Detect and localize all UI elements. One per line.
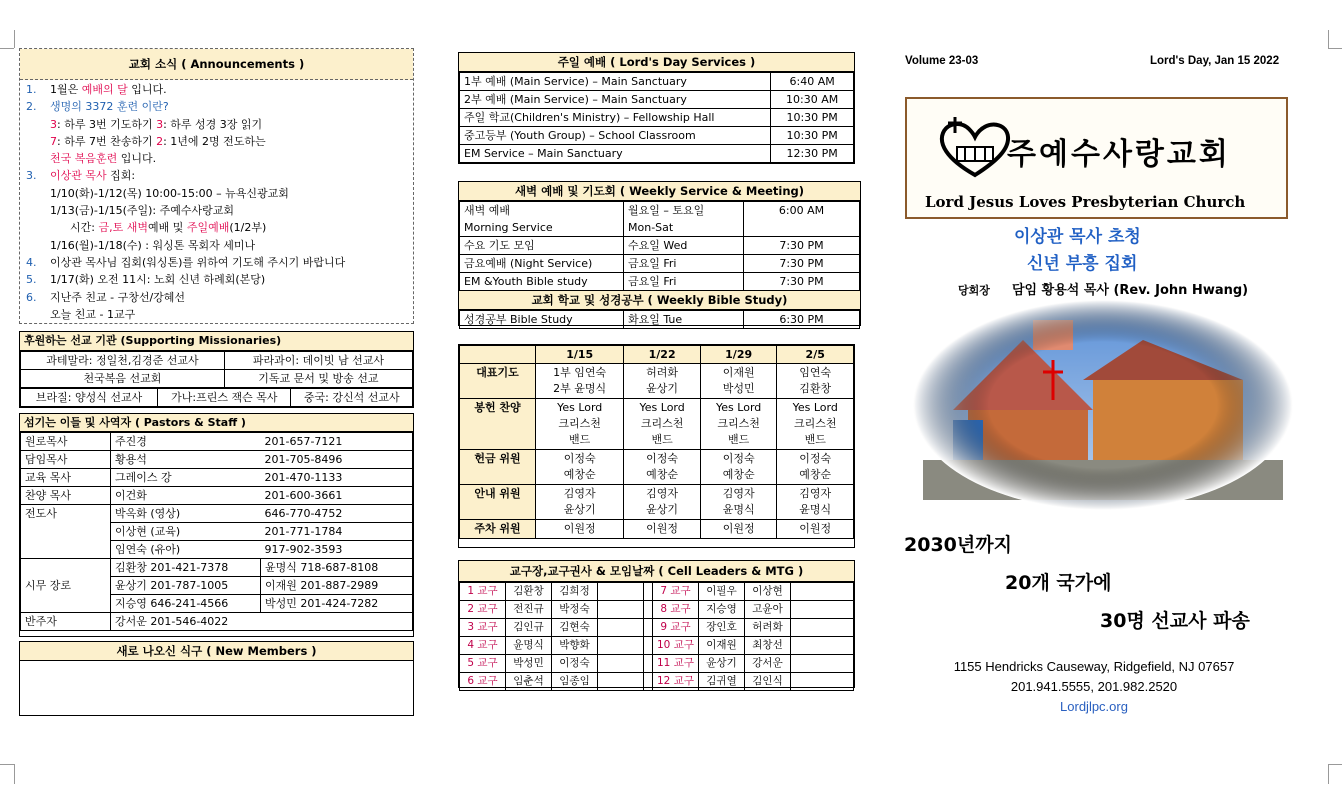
- cell-leader: 박정숙: [552, 601, 598, 619]
- church-photo: [913, 300, 1293, 510]
- table-row: [21, 469, 413, 487]
- cell-leader: 김인규: [506, 619, 552, 637]
- table-row: [460, 520, 854, 539]
- cell-leader: 임춘석: [506, 673, 552, 691]
- announcement-text: 지난주 친교 - 구창선/강혜선: [50, 290, 186, 304]
- announcement-text: : 1년에 2명 전도하는: [163, 134, 266, 148]
- cell-leader: 임종임: [552, 673, 598, 691]
- announcement-item: [26, 237, 413, 254]
- duty-name: 김영자: [646, 487, 679, 500]
- duty-cell: [536, 450, 624, 485]
- cell-leader: 강서운: [745, 655, 791, 673]
- duty-name: 예창순: [646, 468, 679, 481]
- cell-number: 2 교구: [460, 601, 506, 619]
- table-row: [460, 255, 860, 273]
- table-row: [460, 91, 854, 109]
- duty-name: 크리스천: [640, 417, 684, 430]
- duty-label: 헌금 위원: [460, 450, 536, 485]
- duty-name: 예창순: [722, 468, 755, 481]
- announcement-number: 4.: [26, 255, 37, 269]
- announcement-text: 입니다.: [127, 83, 167, 96]
- revival-line2: 신년 부흥 집회: [1027, 254, 1138, 274]
- staff-title: 섬기는 이들 및 사역자 ( Pastors & Staff ): [20, 414, 413, 432]
- staff-phone: 201-470-1133: [261, 469, 413, 487]
- cells-title: 교구장,교구권사 & 모임날짜 ( Cell Leaders & MTG ): [459, 561, 854, 582]
- duty-name: 윤상기: [646, 382, 679, 395]
- duty-cell: [624, 364, 701, 399]
- blank-cell: [791, 619, 854, 637]
- staff-name: 이상현 (교육): [111, 523, 261, 541]
- mission-cell: 파라과이: 데이빗 남 선교사: [224, 352, 412, 370]
- service-time: 10:30 PM: [771, 109, 854, 127]
- table-row: [460, 485, 854, 520]
- staff-phone: 201-705-8496: [261, 451, 413, 469]
- cell-leader: 박향화: [552, 637, 598, 655]
- staff-role: 교육 목사: [21, 469, 111, 487]
- cell-leader: 이상현: [745, 583, 791, 601]
- website-link[interactable]: Lordjlpc.org: [1060, 699, 1128, 714]
- duty-name: Yes Lord: [716, 401, 762, 414]
- service-time: [744, 219, 860, 237]
- elder-cell: 박성민 201-424-7282: [261, 595, 413, 613]
- table-row: [460, 219, 860, 237]
- weekly-box: [458, 181, 861, 326]
- service-name: 금요예배 (Night Service): [460, 255, 624, 273]
- announcement-item: [26, 271, 413, 288]
- study-time: 6:30 PM: [744, 311, 860, 329]
- blank-cell: [791, 673, 854, 691]
- duty-name: 예창순: [563, 468, 596, 481]
- duty-name: 이정숙: [799, 452, 832, 465]
- duty-cell: [777, 485, 854, 520]
- staff-role: 반주자: [21, 613, 111, 631]
- duty-cell: [700, 450, 777, 485]
- announcement-text: 3: [50, 117, 57, 131]
- staff-name: 이건화: [111, 487, 261, 505]
- logo-korean: 주예수사랑교회: [1007, 137, 1231, 172]
- duty-name: 밴드: [728, 433, 750, 446]
- service-time: 10:30 AM: [771, 91, 854, 109]
- table-row: [21, 505, 413, 523]
- table-row: [460, 237, 860, 255]
- table-row: [460, 364, 854, 399]
- announcement-text: 시간:: [70, 221, 99, 235]
- blank-cell: [598, 673, 644, 691]
- blank-cell: [598, 583, 644, 601]
- announcement-number: 5.: [26, 273, 37, 287]
- service-name: 수요 기도 모임: [460, 237, 624, 255]
- cells-box: [458, 560, 855, 688]
- announcement-item: [26, 185, 413, 202]
- lords-day-box: [458, 52, 855, 164]
- cell-leader: 전진규: [506, 601, 552, 619]
- duty-name: 김환창: [799, 382, 832, 395]
- staff-name: 강서운 201-546-4022: [111, 613, 413, 631]
- announcement-text: 1/17(화) 오전 11시: 노회 신년 하례회(본당): [50, 273, 266, 287]
- duty-cell: [536, 520, 624, 539]
- duty-name: 김영자: [563, 487, 596, 500]
- cell-leader: 이재원: [699, 637, 745, 655]
- announcement-text: : 하루 3번 기도하기: [57, 117, 157, 131]
- mission-cell: 기독교 문서 및 방송 선교: [224, 370, 412, 388]
- duty-cell: [777, 520, 854, 539]
- cell-leader: 김현숙: [552, 619, 598, 637]
- announcements-box: [19, 48, 414, 324]
- table-row: [460, 655, 854, 673]
- duty-name: Yes Lord: [639, 401, 685, 414]
- service-time: 7:30 PM: [744, 273, 860, 291]
- staff-role: 찬양 목사: [21, 487, 111, 505]
- duty-name: 밴드: [569, 433, 591, 446]
- service-name: Morning Service: [460, 219, 624, 237]
- service-name: 새벽 예배: [460, 202, 624, 220]
- announcement-item: [26, 116, 413, 133]
- blank-cell: [644, 601, 653, 619]
- duty-cell: [624, 520, 701, 539]
- cell-leader: 김인식: [745, 673, 791, 691]
- duty-cell: [700, 399, 777, 450]
- vision-line3: 30명 선교사 파송: [1100, 610, 1250, 632]
- staff-role: 시무 장로: [21, 559, 111, 613]
- lords-day-title: 주일 예배 ( Lord's Day Services ): [459, 53, 854, 72]
- staff-phone: 917-902-3593: [261, 541, 413, 559]
- cell-leader: 김귀열: [699, 673, 745, 691]
- duty-label: 안내 위원: [460, 485, 536, 520]
- blank-cell: [644, 619, 653, 637]
- staff-name: 박옥화 (영상): [111, 505, 261, 523]
- mission-cell: 중국: 강신석 선교사: [291, 389, 413, 407]
- announcement-text: : 하루 7번 찬송하기: [57, 134, 157, 148]
- duty-name: 1부 임연숙: [553, 366, 607, 379]
- table-row: [460, 109, 854, 127]
- duty-cell: [700, 520, 777, 539]
- vision-line2: 20개 국가에: [1005, 572, 1112, 594]
- revival-line1: 이상관 목사 초청: [1014, 227, 1141, 247]
- duty-cell: [777, 364, 854, 399]
- announcement-item: [26, 133, 413, 150]
- table-row: [460, 73, 854, 91]
- blank-cell: [598, 619, 644, 637]
- cell-number: 12 교구: [653, 673, 699, 691]
- table-row: [21, 559, 413, 577]
- duty-name: 임연숙: [799, 366, 832, 379]
- duty-name: 크리스천: [717, 417, 760, 430]
- duty-label: 주차 위원: [460, 520, 536, 539]
- duty-date: 1/22: [624, 346, 701, 364]
- duty-cell: [624, 450, 701, 485]
- service-day: 금요일 Fri: [624, 255, 744, 273]
- duty-name: 윤상기: [563, 503, 596, 516]
- duty-cell: [536, 485, 624, 520]
- service-name: 중고등부 (Youth Group) – School Classroom: [460, 127, 771, 145]
- staff-phone: 646-770-4752: [261, 505, 413, 523]
- mission-cell: 브라질: 양성식 선교사: [21, 389, 158, 407]
- announcement-text: 주일예배: [186, 221, 230, 235]
- duty-cell: [624, 485, 701, 520]
- duty-name: Yes Lord: [557, 401, 603, 414]
- table-row: [460, 673, 854, 691]
- duty-cell: [536, 399, 624, 450]
- announcement-text: 예배 및: [147, 221, 187, 235]
- duty-name: 이정숙: [722, 452, 755, 465]
- announcement-item: [26, 254, 413, 271]
- service-name: 1부 예배 (Main Service) – Main Sanctuary: [460, 73, 771, 91]
- cell-number: 7 교구: [653, 583, 699, 601]
- table-row: [21, 613, 413, 631]
- service-day: 수요일 Wed: [624, 237, 744, 255]
- announcement-item: [26, 202, 413, 219]
- elder-cell: 이재원 201-887-2989: [261, 577, 413, 595]
- announcement-text: 집회:: [106, 169, 136, 183]
- heart-logo-icon: [935, 113, 1015, 183]
- duty-box: [458, 344, 855, 548]
- cell-leader: 이정숙: [552, 655, 598, 673]
- duty-name: 크리스천: [558, 417, 601, 430]
- mission-cell: 천국복음 선교회: [21, 370, 225, 388]
- blank-cell: [791, 655, 854, 673]
- duty-name: 예창순: [799, 468, 832, 481]
- duty-cell: [777, 399, 854, 450]
- announcement-item: [26, 219, 413, 236]
- staff-role: 원로목사: [21, 433, 111, 451]
- table-row: [460, 450, 854, 485]
- duty-name: Yes Lord: [792, 401, 838, 414]
- study-name: 성경공부 Bible Study: [460, 311, 624, 329]
- duty-name: 밴드: [651, 433, 673, 446]
- cell-number: 1 교구: [460, 583, 506, 601]
- duty-name: 김영자: [799, 487, 832, 500]
- church-logo: [905, 97, 1288, 219]
- cell-leader: 김희정: [552, 583, 598, 601]
- phones: 201.941.5555, 201.982.2520: [1010, 679, 1178, 694]
- duty-name: 이정숙: [563, 452, 596, 465]
- cell-number: 9 교구: [653, 619, 699, 637]
- new-members-box: [19, 641, 414, 716]
- announcement-text: 오늘 친교 - 1교구: [50, 307, 136, 321]
- blank-cell: [644, 583, 653, 601]
- service-time: 7:30 PM: [744, 255, 860, 273]
- announcement-item: [26, 81, 413, 98]
- mission-cell: 과테말라: 정일천,김경준 선교사: [21, 352, 225, 370]
- announcements-list: [20, 80, 413, 323]
- announcement-text: 천국 복음훈련: [50, 152, 118, 166]
- duty-name: 밴드: [804, 433, 826, 446]
- staff-phone: 201-600-3661: [261, 487, 413, 505]
- announcement-item: [26, 306, 413, 323]
- table-row: [21, 487, 413, 505]
- staff-name: 주진경: [111, 433, 261, 451]
- duty-cell: [777, 450, 854, 485]
- elder-cell: 윤명식 718-687-8108: [261, 559, 413, 577]
- announcement-number: 3.: [26, 169, 37, 183]
- table-row: [460, 601, 854, 619]
- blank-cell: [791, 637, 854, 655]
- announcement-text: 입니다.: [117, 152, 157, 166]
- cell-number: 8 교구: [653, 601, 699, 619]
- service-day: 금요일 Fri: [624, 273, 744, 291]
- staff-role: 전도사: [21, 505, 111, 559]
- staff-phone: 201-657-7121: [261, 433, 413, 451]
- mission-cell: 가나:프린스 잭슨 목사: [158, 389, 291, 407]
- announcement-text: : 하루 성경 3장 읽기: [163, 117, 263, 131]
- elder-cell: 김환창 201-421-7378: [111, 559, 261, 577]
- elder-cell: 윤상기 201-787-1005: [111, 577, 261, 595]
- service-name: 2부 예배 (Main Service) – Main Sanctuary: [460, 91, 771, 109]
- duty-name: 크리스천: [793, 417, 837, 430]
- duty-label: 봉헌 찬양: [460, 399, 536, 450]
- cell-leader: 윤명식: [506, 637, 552, 655]
- service-day: Mon-Sat: [624, 219, 744, 237]
- duty-name: 이원정: [563, 522, 596, 535]
- duty-cell: [700, 485, 777, 520]
- table-row: [21, 451, 413, 469]
- address: 1155 Hendricks Causeway, Ridgefield, NJ 07657: [953, 659, 1235, 674]
- duty-name: 이재원: [722, 366, 755, 379]
- table-row: [460, 399, 854, 450]
- service-name: EM Service – Main Sanctuary: [460, 145, 771, 163]
- announcement-text: 2: [156, 134, 164, 148]
- duty-cell: [624, 399, 701, 450]
- blank-cell: [598, 601, 644, 619]
- cell-leader: 고윤아: [745, 601, 791, 619]
- blank-cell: [598, 637, 644, 655]
- vision-line1: 2030년까지: [904, 534, 1012, 556]
- cell-number: 6 교구: [460, 673, 506, 691]
- table-row: [21, 433, 413, 451]
- cell-number: 11 교구: [653, 655, 699, 673]
- staff-box: [19, 413, 414, 637]
- service-time: 12:30 PM: [771, 145, 854, 163]
- duty-name: 이원정: [799, 522, 832, 535]
- service-time: 6:40 AM: [771, 73, 854, 91]
- cell-leader: 허려화: [745, 619, 791, 637]
- duty-date: 2/5: [777, 346, 854, 364]
- pastor-prefix: 당회장: [958, 284, 990, 297]
- study-day: 화요일 Tue: [624, 311, 744, 329]
- corner-cell: [460, 346, 536, 364]
- duty-name: 이원정: [646, 522, 679, 535]
- duty-name: 김영자: [722, 487, 755, 500]
- new-members-title: 새로 나오신 식구 ( New Members ): [20, 642, 413, 661]
- duty-name: 이정숙: [646, 452, 679, 465]
- announcement-item: [26, 150, 413, 167]
- cell-leader: 장인호: [699, 619, 745, 637]
- table-row: [460, 202, 860, 220]
- table-row: [460, 583, 854, 601]
- announcement-text: (1/2부): [229, 221, 267, 235]
- cell-number: 4 교구: [460, 637, 506, 655]
- cell-leader: 박성민: [506, 655, 552, 673]
- study-title: 교회 학교 및 성경공부 ( Weekly Bible Study): [459, 291, 860, 310]
- blank-cell: [644, 673, 653, 691]
- service-day: 월요일 – 토요일: [624, 202, 744, 220]
- announcement-number: 6.: [26, 290, 37, 304]
- announcement-item: [26, 167, 413, 184]
- duty-name: 윤명식: [722, 503, 755, 516]
- table-row: [460, 346, 854, 364]
- cell-number: 5 교구: [460, 655, 506, 673]
- table-row: [460, 273, 860, 291]
- blank-cell: [644, 637, 653, 655]
- cell-number: 10 교구: [653, 637, 699, 655]
- blank-cell: [791, 601, 854, 619]
- service-name: EM &Youth Bible study: [460, 273, 624, 291]
- weekly-title: 새벽 예배 및 기도회 ( Weekly Service & Meeting): [459, 182, 860, 201]
- service-time: 6:00 AM: [744, 202, 860, 220]
- staff-role: 담임목사: [21, 451, 111, 469]
- missionaries-title: 후원하는 선교 기관 (Supporting Missionaries): [20, 332, 413, 351]
- volume-label: Volume 23-03: [905, 55, 979, 67]
- staff-name: 임연숙 (유아): [111, 541, 261, 559]
- announcement-text: 생명의 3372 훈련 이란?: [50, 100, 169, 114]
- staff-phone: 201-771-1784: [261, 523, 413, 541]
- duty-label: 대표기도: [460, 364, 536, 399]
- table-row: [460, 619, 854, 637]
- announcement-text: 1/16(월)-1/18(수) : 워싱톤 목회자 세미나: [50, 238, 256, 252]
- table-row: [460, 637, 854, 655]
- service-time: 7:30 PM: [744, 237, 860, 255]
- duty-name: 윤상기: [646, 503, 679, 516]
- duty-date: 1/29: [700, 346, 777, 364]
- blank-cell: [791, 583, 854, 601]
- announcement-text: 7: [50, 134, 57, 148]
- announcement-text: 예배의 달: [81, 83, 128, 96]
- cell-leader: 윤상기: [699, 655, 745, 673]
- missionaries-box: [19, 331, 414, 408]
- cell-number: 3 교구: [460, 619, 506, 637]
- announcement-item: [26, 289, 413, 306]
- duty-date: 1/15: [536, 346, 624, 364]
- staff-name: 그레이스 강: [111, 469, 261, 487]
- blank-cell: [598, 655, 644, 673]
- announcement-text: 1/13(금)-1/15(주일): 주예수사랑교회: [50, 204, 235, 218]
- announcement-text: 1/10(화)-1/12(목) 10:00-15:00 – 뉴욕신광교회: [50, 186, 289, 200]
- table-row: [460, 145, 854, 163]
- duty-name: 박성민: [722, 382, 755, 395]
- table-row: [460, 127, 854, 145]
- date-label: Lord's Day, Jan 15 2022: [1150, 55, 1280, 67]
- announcement-text: 3: [156, 117, 164, 131]
- duty-cell: [700, 364, 777, 399]
- staff-name: 황용석: [111, 451, 261, 469]
- duty-name: 2부 윤명식: [553, 382, 607, 395]
- service-name: 주일 학교(Children's Ministry) – Fellowship Hall: [460, 109, 771, 127]
- duty-name: 허려화: [646, 366, 679, 379]
- duty-name: 이원정: [722, 522, 755, 535]
- cell-leader: 지승영: [699, 601, 745, 619]
- announcement-text: 1월은: [50, 83, 82, 96]
- announcement-text: 이상관 목사님 집회(워싱톤)를 위하여 기도해 주시기 바랍니다: [50, 255, 346, 269]
- announcement-number: 2.: [26, 100, 37, 114]
- cell-leader: 이필우: [699, 583, 745, 601]
- announcement-text: 금,토 새벽: [98, 221, 148, 235]
- announcement-text: 이상관 목사: [50, 169, 107, 183]
- duty-cell: [536, 364, 624, 399]
- service-time: 10:30 PM: [771, 127, 854, 145]
- logo-english: Lord Jesus Loves Presbyterian Church: [925, 193, 1246, 211]
- blank-cell: [644, 655, 653, 673]
- announcement-item: [26, 98, 413, 115]
- duty-name: 윤명식: [799, 503, 832, 516]
- cell-leader: 김환창: [506, 583, 552, 601]
- announcements-title: 교회 소식 ( Announcements ): [20, 49, 413, 80]
- pastor-name: 담임 황용석 목사 (Rev. John Hwang): [1012, 283, 1249, 298]
- elder-cell: 지승영 646-241-4566: [111, 595, 261, 613]
- announcement-number: 1.: [26, 83, 37, 96]
- cell-leader: 최창선: [745, 637, 791, 655]
